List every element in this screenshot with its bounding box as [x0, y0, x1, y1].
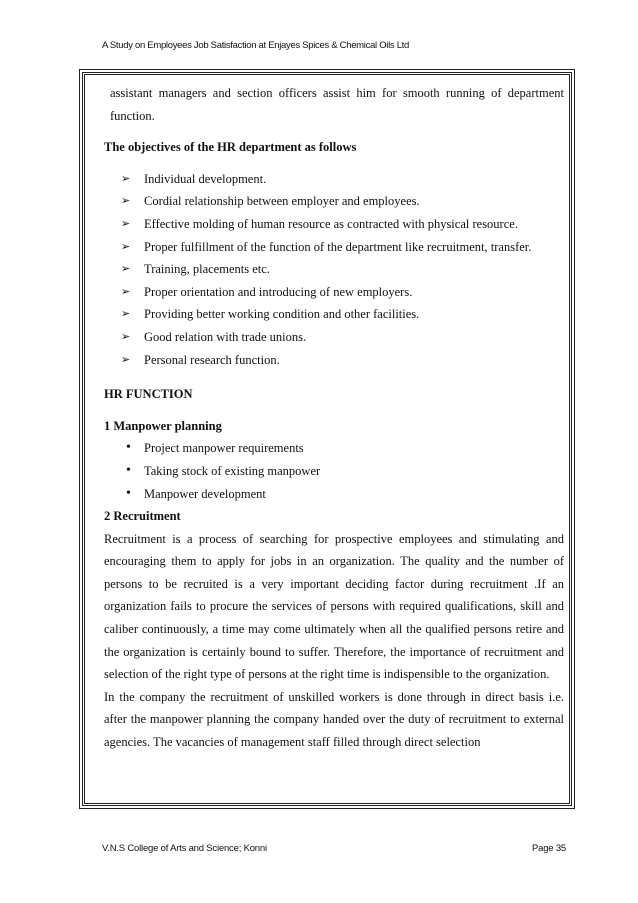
list-item: • Project manpower requirements: [104, 437, 564, 460]
page-number: Page 35: [532, 843, 566, 854]
list-item: ➢ Effective molding of human resource as contracted with physical resource.: [104, 213, 564, 236]
intro-paragraph: assistant managers and section officers assist him for smooth running of department function.: [110, 86, 564, 123]
page-content: [104, 82, 564, 754]
list-item: • Taking stock of existing manpower: [104, 460, 564, 483]
list-item: ➢ Cordial relationship between employer and employees.: [104, 190, 564, 213]
recruitment-paragraph-1: Recruitment is a process of searching for prospective employees and stimulating and encouraging them to apply for jobs in an organization. The quality and the number of persons to be recruited is a very important deciding factor during recruitment .If an organization fails to procure the services of persons with required qualifications, skill and caliber continuously, a time may come ultimately when all the qualified persons retire and the organization is certainly bound to suffer. Therefore, the importance of recruitment and selection of the right type of persons at the right time is indispensible to the organization.: [104, 531, 564, 682]
objectives-heading: The objectives of the HR department as follows: [104, 140, 357, 155]
manpower-heading: 1 Manpower planning: [104, 418, 222, 433]
list-item: ➢ Proper fulfillment of the function of the department like recruitment, transfer.: [104, 236, 564, 259]
objectives-list: [104, 168, 564, 371]
footer-college: V.N.S College of Arts and Science; Konni: [102, 843, 267, 854]
list-item: ➢ Providing better working condition and other facilities.: [104, 303, 564, 326]
manpower-list: [104, 437, 564, 505]
list-item: ➢ Individual development.: [104, 168, 564, 191]
list-item: ➢ Training, placements etc.: [104, 258, 564, 281]
hr-function-heading: HR FUNCTION: [104, 387, 193, 402]
recruitment-paragraph-2: In the company the recruitment of unskilled workers is done through in direct basis i.e. after the manpower planning the company handed over the duty of recruitment to external agencies. The vacancies of management staff filled through direct selection: [104, 689, 564, 750]
page-footer: [102, 843, 566, 854]
running-header: A Study on Employees Job Satisfaction at Enjayes Spices & Chemical Oils Ltd: [102, 40, 409, 51]
list-item: ➢ Proper orientation and introducing of new employers.: [104, 281, 564, 304]
list-item: • Manpower development: [104, 483, 564, 506]
list-item: ➢ Good relation with trade unions.: [104, 326, 564, 349]
list-item: ➢ Personal research function.: [104, 349, 564, 372]
recruitment-heading: 2 Recruitment: [104, 509, 181, 524]
